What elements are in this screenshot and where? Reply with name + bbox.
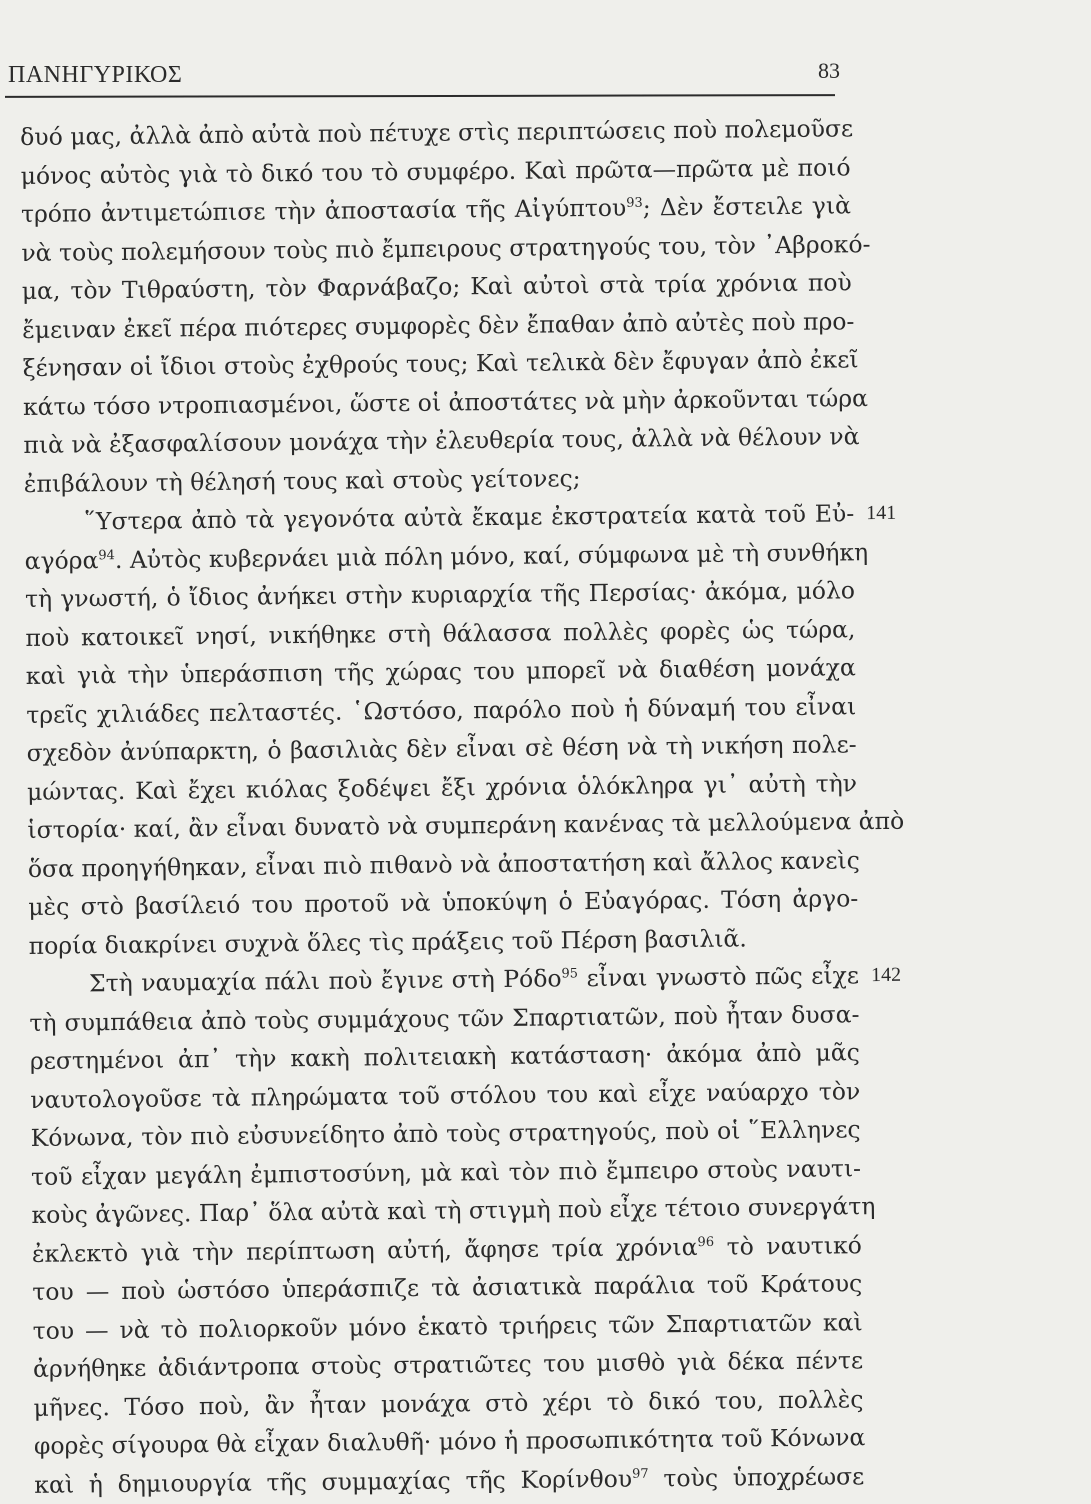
footnote-ref: 97	[631, 1466, 649, 1482]
header-rule	[5, 94, 835, 98]
footnote-ref: 93	[626, 195, 643, 211]
line-text: καὶ γιὰ τὴν ὑπεράσπιση τῆς χώρας του μπορεῖ νὰ διαθέση μονάχα	[25, 653, 856, 690]
line-text: μόνος αὐτὸς γιὰ τὸ δικό του τὸ συμφέρο. Καὶ πρῶτα—πρῶτα μὲ ποιό	[20, 152, 851, 190]
line-text: ἐπιβάλουν τὴ θέλησή τους καὶ στοὺς γείτονες;	[23, 463, 581, 498]
line-text: ἀρνήθηκε ἀδιάντροπα στοὺς στρατιῶτες του μισθὸ γιὰ δέκα πέντε	[32, 1346, 864, 1383]
line-text: ναυτολογοῦσε τὰ πληρώματα τοῦ στόλου του καὶ εἶχε ναύαρχο τὸν	[30, 1076, 861, 1114]
page-number: 83	[818, 58, 840, 83]
line-text: μὲς στὸ βασίλειό του προτοῦ νὰ ὑποκύψη ὁ Εὐαγόρας. Τόση ἀργο-	[28, 884, 859, 921]
line-text: του — ποὺ ὡστόσο ὑπεράσπιζε τὰ ἀσιατικὰ παράλια τοῦ Κράτους	[32, 1269, 863, 1306]
line-text: μῆνες. Τόσο ποὺ, ἂν ἦταν μονάχα στὸ χέρι τὸ δικό του, πολλὲς	[33, 1384, 864, 1422]
line-text: πιὰ νὰ ἐξασφαλίσουν μονάχα τὴν ἐλευθερία τους, ἀλλὰ νὰ θέλουν νὰ	[23, 422, 860, 459]
line-text: τρεῖς χιλιάδες πελταστές. ῾Ωστόσο, παρόλο ποὺ ἡ δύναμή του εἶναι	[26, 691, 857, 729]
line-text-cont: τὸ ναυτικό	[713, 1230, 862, 1261]
line-text: σχεδὸν ἀνύπαρκτη, ὁ βασιλιὰς δὲν εἶναι σὲ θέση νὰ τὴ νικήση πολε-	[26, 730, 857, 767]
line-text-cont: . Αὐτὸς κυβερνάει μιὰ πόλη μόνο, καί, σύμφωνα μὲ τὴ συνθήκη	[114, 537, 869, 574]
line-text: τρόπο ἀντιμετώπισε τὴν ἀποστασία τῆς Αἰγύπτου	[20, 193, 627, 228]
line-text: ρεστημένοι ἀπ᾿ τὴν κακὴ πολιτειακὴ κατάσταση· ἀκόμα ἀπὸ μᾶς	[29, 1038, 860, 1075]
line-text: ἐκλεκτὸ γιὰ τὴν περίπτωση αὐτή, ἄφησε τρία χρόνια	[31, 1232, 698, 1268]
line-text: μα, τὸν Τιθραύστη, τὸν Φαρνάβαζο; Καὶ αὐτοὶ στὰ τρία χρόνια ποὺ	[21, 268, 852, 305]
line-text: τὴ γνωστή, ὁ ἴδιος ἀνήκει στὴν κυριαρχία τῆς Περσίας· ἀκόμα, μόλο	[24, 576, 856, 613]
text-line	[34, 1457, 864, 1504]
margin-section-number: 142	[870, 963, 902, 987]
line-text: Κόνωνα, τὸν πιὸ εὐσυνείδητο ἀπὸ τοὺς στρατηγούς, ποὺ οἱ ῞Ελληνες	[30, 1115, 861, 1152]
margin-section-number: 141	[866, 501, 897, 525]
line-text: κοὺς ἀγῶνες. Παρ᾿ ὅλα αὐτὰ καὶ τὴ στιγμὴ ποὺ εἶχε τέτοιο συνεργάτη	[31, 1192, 876, 1229]
line-text: φορὲς σίγουρα θὰ εἶχαν διαλυθῆ· μόνο ἡ προσωπικότητα τοῦ Κόνωνα	[33, 1423, 866, 1460]
line-text: δυό μας, ἀλλὰ ἀπὸ αὐτὰ ποὺ πέτυχε στὶς περιπτώσεις ποὺ πολεμοῦσε	[20, 114, 854, 151]
footnote-ref: 95	[561, 966, 579, 982]
line-text: κάτω τόσο ντροπιασμένοι, ὥστε οἱ ἀποστάτες νὰ μὴν ἀρκοῦνται τώρα	[22, 383, 869, 421]
line-text: νὰ τοὺς πολεμήσουν τοὺς πιὸ ἔμπειρους στρατηγούς του, τὸν ᾿Αβροκό-	[21, 229, 871, 267]
line-text: πορία διακρίνει συχνὰ ὅλες τὶς πράξεις τοῦ Πέρση βασιλιᾶ.	[28, 923, 747, 960]
line-text-cont: ; Δὲν ἔστειλε γιὰ	[642, 191, 852, 222]
line-text: ἔμειναν ἐκεῖ πέρα πιότερες συμφορὲς δὲν ἔπαθαν ἀπὸ αὐτὲς ποὺ προ-	[22, 306, 855, 344]
line-text: του — νὰ τὸ πολιορκοῦν μόνο ἑκατὸ τριήρεις τῶν Σπαρτιατῶν καὶ	[32, 1307, 863, 1345]
line-text: αγόρα	[24, 545, 99, 575]
line-text-cont: εἶναι γνωστὸ πῶς εἶχε	[577, 961, 860, 993]
footnote-ref: 96	[697, 1234, 715, 1250]
running-head-title: ΠΑΝΗΓΥΡΙΚΟΣ	[8, 62, 183, 88]
line-text-cont: τοὺς ὑποχρέωσε	[648, 1461, 865, 1492]
line-text: ποὺ κατοικεῖ νησί, νικήθηκε στὴ θάλασσα πολλὲς φορὲς ὡς τώρα,	[25, 614, 856, 652]
line-text: ξένησαν οἱ ἴδιοι στοὺς ἐχθρούς τους; Καὶ τελικὰ δὲν ἔφυγαν ἀπὸ ἐκεῖ	[22, 345, 859, 382]
line-text: τοῦ εἶχαν μεγάλη ἐμπιστοσύνη, μὰ καὶ τὸν πιὸ ἔμπειρο στοὺς ναυτι-	[30, 1153, 862, 1191]
line-text: ὅσα προηγήθηκαν, εἶναι πιὸ πιθανὸ νὰ ἀποστατήση καὶ ἄλλος κανεὶς	[27, 845, 860, 883]
line-text: μώντας. Καὶ ἔχει κιόλας ξοδέψει ἔξι χρόνια ὁλόκληρα γι᾿ αὐτὴ τὴν	[26, 768, 858, 806]
footnote-ref: 94	[98, 547, 115, 563]
line-text: Στὴ ναυμαχία πάλι ποὺ ἔγινε στὴ Ρόδο	[88, 964, 562, 998]
line-text: καὶ ἡ δημιουργία τῆς συμμαχίας τῆς Κορίνθου	[34, 1464, 633, 1499]
line-text: ἱστορία· καί, ἂν εἶναι δυνατὸ νὰ συμπεράνη κανένας τὰ μελλούμενα ἀπὸ	[27, 806, 905, 844]
line-text: τὴ συμπάθεια ἀπὸ τοὺς συμμάχους τῶν Σπαρτιατῶν, ποὺ ἦταν δυσα-	[29, 999, 860, 1037]
line-text: ῞Υστερα ἀπὸ τὰ γεγονότα αὐτὰ ἔκαμε ἐκστρατεία κατὰ τοῦ Εὐ-	[84, 499, 855, 536]
body-text	[20, 109, 905, 1504]
